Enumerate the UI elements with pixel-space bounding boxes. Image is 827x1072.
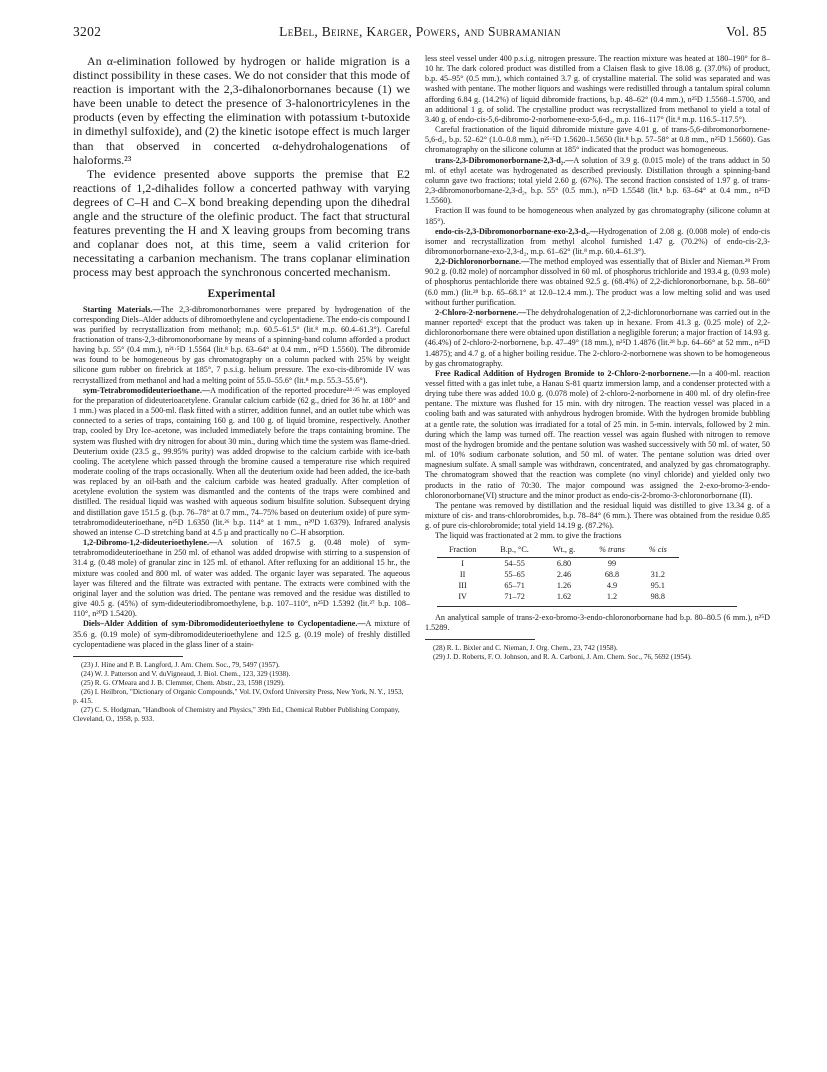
paragraph xyxy=(425,308,770,369)
table-cell: 1.2 xyxy=(606,591,618,601)
paragraph xyxy=(73,538,410,619)
column-header: B.p., °C. xyxy=(488,545,541,558)
run-in-heading: Diels–Alder Addition of sym-Dibromodideuterioethylene to Cyclopentadiene.— xyxy=(83,619,366,629)
column-header: Fraction xyxy=(437,545,488,558)
footnote: (29) J. D. Roberts, F. O. Johnson, and R. A. Carboni, J. Am. Chem. Soc., 76, 5692 (1954). xyxy=(433,652,692,661)
run-in-heading: endo-cis-2,3-Dibromonorbornane-exo-2,3-d₂.— xyxy=(435,226,599,236)
paragraph xyxy=(73,305,410,386)
table-cell: 99 xyxy=(607,558,617,568)
paragraph-text: A modification of the reported procedure²⁴·²⁵ was employed for the preparation of dideuterioacetylene. Granular calcium carbide (62 g., dried for 36 hr. at 180° and 1 mm.) was placed in a 500-ml. flask fitted with a stirrer, addition funnel, and an outlet tube which was connected to a series of traps, containing 160 g. and 100 g. of liquid bromine, respectively. Another trap, cooled by Dry Ice–acetone, was included immediately before the traps containing bromine. The system was flushed with dry nitrogen for about 30 min., during which time the system was flame-dried. Deuterium oxide (23.5 g., 99.95% purity) was added dropwise to the calcium carbide with ice-bath cooling. The acetylene which passed through the bromine caused a temperature rise which required moderate cooling of the traps occasionally. When all the deuterium oxide had been added, the ice-bath was replaced by an oil-bath and the calcium carbide was heated gradually. After completion of acetylene evolution the system was dismantled and the contents of the traps were combined and distilled. The residual liquid was washed with aqueous sodium bisulfite solution. Subsequent drying and distillation gave 151.5 g. (b.p. 76–78° at 0.7 mm., 74–75% based on deuterium oxide) of pure sym-tetrabromodideuterioethane, n²⁵D 1.6350 (lit.²⁶ b.p. 114° at 1 mm., n²⁰D 1.6379). Infrared analysis showed an intense C–D stretching band at 4.5 μ and practically no C–H absorption. xyxy=(73,385,410,537)
table-row xyxy=(437,580,679,591)
table-cell: II xyxy=(459,569,466,579)
run-in-heading: trans-2,3-Dibromonorbornane-2,3-d₂.— xyxy=(435,155,574,165)
run-in-heading: sym-Tetrabromodideuterioethane.— xyxy=(83,385,211,395)
paragraph-text: A mixture of 35.6 g. (0.19 mole) of sym-dibromodideuterioethylene and 12.5 g. (0.19 mole) of freshly distilled cyclopentadiene was placed in the glass liner of a stain- xyxy=(73,619,410,649)
footnote: (28) R. L. Bixler and C. Nieman, J. Org. Chem., 23, 742 (1958). xyxy=(433,643,618,652)
column-header: Wt., g. xyxy=(541,545,587,558)
column-header: % trans xyxy=(587,545,637,558)
fraction-table xyxy=(437,545,679,602)
section-title-experimental: Experimental xyxy=(207,287,276,300)
table-header-row xyxy=(437,545,679,558)
paragraph-text: The 2,3-dibromonorbornanes were prepared by hydrogenation of the corresponding Diels–Alder adducts of dibromoethylene and cyclopentadiene. The endo-cis compound I was purified by recrystallization from methanol; m.p. 60.5–61.5° (lit.⁸ m.p. 60.4–61.3°). Careful fractionation of trans-2,3-dibromonorbornane by means of a spinning-band column afforded a product having b.p. 55° (0.4 mm.), n²¹·⁵D 1.5564 (lit.⁸ b.p. 63–64° at 0.4 mm., n²⁵D 1.5560). The dibromide was found to be homogeneous by gas chromatography on a column packed with 25% by weight silicone gum rubber on firebrick at 185°, 7 p.s.i.g. helium pressure. The exo-cis-dibromide IV was recrystallized from methanol and had a melting point of 55.0–55.6° (lit.⁸ m.p. 55.3–55.6°). xyxy=(73,304,410,385)
paragraph xyxy=(425,206,770,226)
table-cell xyxy=(637,557,679,569)
table-cell: IV xyxy=(458,591,467,601)
lead-paragraph: An α-elimination followed by hydrogen or halide migration is a distinct possibility in these cases. We do not consider that this mode of reaction is important with the 2,3-dihalonorbornanes because (1) we have been unable to detect the presence of 3-halonortricylenes in the products (even by effecting the elimination with potassium t-butoxide in dimethyl sulfoxide), and (2) the kinetic isotope effect is much larger than that observed in concerted α-dehydrohalogenations of haloforms.²³ xyxy=(73,54,410,167)
table-bottom-rule xyxy=(437,606,737,607)
table-cell: 1.62 xyxy=(556,591,572,601)
paragraph-text: The liquid was fractionated at 2 mm. to give the fractions xyxy=(435,531,622,541)
paragraph xyxy=(425,501,770,531)
footnote: (24) W. J. Patterson and V. duVigneaud, J. Biol. Chem., 123, 329 (1938). xyxy=(81,669,291,678)
paragraph-text: In a 400-ml. reaction vessel fitted with a gas inlet tube, a Hanau S-81 quartz immersion lamp, and a condenser protected with a drying tube there was added 10.0 g. (0.078 mole) of 2-chloro-2-norbornene in 400 ml. of dry olefin-free pentane. The mixture was flushed for 15 min. with dry nitrogen. The reaction vessel was placed in a cooling bath and was saturated with anhydrous hydrogen bromide. With the hydrogen bromide bubbling at a gentle rate, the solution was irradiated for a total of 25 min. in 5-min. intervals, followed by 2 min. during which the lamp was turned off. The reaction vessel was again flushed with nitrogen to remove most of the hydrogen bromide and the pentane solution was washed successively with 50 ml. of water, 50 ml. of 10% sodium carbonate solution, and 50 ml. of water. The pentane solution was dried over magnesium sulfate. A small sample was withdrawn, concentrated, and analyzed by gas chromatography. The chromatogram showed that the reaction was complete (no vinyl chloride) and yielded only two products in the ratio of 70:30. The major compound was assigned the 2-exo-bromo-3-endo-chloronorbornane(VI) structure and the minor product as endo-cis-2-bromo-3-chloronorbornane (II). xyxy=(425,368,770,500)
discussion-conclusion xyxy=(73,54,410,280)
footnotes-left xyxy=(73,661,410,724)
left-column xyxy=(73,54,410,1060)
run-in-heading: Starting Materials.— xyxy=(83,304,161,314)
lead-paragraph: The evidence presented above supports the premise that E2 reactions of 1,2-dihalides follow a concerted pathway with varying degrees of C–H and C–X bond breaking depending upon the dihedral angle and the structure of the olefinic product. The fact that structural features preventing the H and X leaving groups from becoming trans and coplanar does not, at this time, seem a valid criterion for necessitating a carbanion mechanism. The trans coplanar elimination process may best approach the synchronous concerted mechanism. xyxy=(73,166,410,280)
paragraph xyxy=(425,369,770,501)
run-in-heading: 2,2-Dichloronorbornane.— xyxy=(435,257,530,267)
paragraph-text: The dehydrohalogenation of 2,2-dichloronorbornane was carried out in the manner reported⁶ except that the product was taken up in hexane. From 41.3 g. (0.25 mole) of 2,2-dichloronorbornane there were obtained upon distillation a negligible forerun; a major fraction of 14.93 g. (46.4%) of 2-chloro-2-norbornene, b.p. 47–49° (18 mm.), n²⁵D 1.4876 (lit.²⁸ b.p. 64–66° at 52 mm., n²⁵D 1.4875); and 4.7 g. of a higher boiling residue. The 2-chloro-2-norbornene was shown to be homogeneous by gas chromatography. xyxy=(425,307,770,368)
table-cell: 6.80 xyxy=(556,558,572,568)
table-cell: 54–55 xyxy=(504,558,525,568)
volume-number: Vol. 85 xyxy=(726,24,767,39)
paragraph xyxy=(425,54,770,125)
footnote-rule xyxy=(425,639,535,640)
run-in-heading: Free Radical Addition of Hydrogen Bromide to 2-Chloro-2-norbornene.— xyxy=(435,368,699,378)
table-cell: 68.8 xyxy=(604,569,620,579)
paragraph xyxy=(73,386,410,538)
table-cell: 98.8 xyxy=(650,591,665,601)
run-in-heading: 2-Chloro-2-norbornene.— xyxy=(435,307,527,317)
table-cell: 71–72 xyxy=(504,591,525,601)
table-row xyxy=(437,557,679,569)
paragraph-text: The method employed was essentially that of Bixler and Nieman.²⁸ From 90.2 g. (0.82 mole) of norcamphor dissolved in 60 ml. of phosphorus trichloride and 193.4 g. (0.93 mole) of phosphorus pentachloride there was obtained 92.5 g. (68.4%) of 2,2-dichloronorbornane, b.p. 58–60° (6.0 mm.) (lit.²⁸ b.p. 65–68.1° at 12.0–12.4 mm.). The product was a low melting solid and was used without further purification. xyxy=(425,257,770,307)
experimental-body-left xyxy=(73,305,410,650)
footnote-rule xyxy=(73,656,183,657)
footnote: (26) I. Heilbron, "Dictionary of Organic Compounds," Vol. IV, Oxford University Press, New York, N. Y., 1953, p. 415. xyxy=(73,687,404,705)
table-cell: I xyxy=(461,558,465,568)
paragraph xyxy=(425,257,770,308)
paragraph-text: A solution of 3.9 g. (0.015 mole) of the trans adduct in 50 ml. of ethyl acetate was hydrogenated as described previously. Distillation through a spinning-band column gave two fractions; total yield 2.60 g. (67%). The second fraction consisted of 1.97 g. of trans-2,3-dibromonorbornane-2,3-d₂, b.p. 55° (0.5 mm.), n²⁵D 1.5548 (lit.⁸ b.p. 63–64° at 0.4 mm., n²⁵D 1.5560). xyxy=(425,155,770,206)
paragraph xyxy=(425,531,770,541)
table-cell: 4.9 xyxy=(606,580,618,590)
paragraph xyxy=(425,227,770,257)
table-row xyxy=(437,591,679,602)
page-header xyxy=(73,24,767,44)
paragraph-text: A solution of 167.5 g. (0.48 mole) of sym-tetrabromodideuterioethane in 250 ml. of ethanol was added dropwise with stirring to a suspension of 31.4 g. (0.48 mole) of granular zinc in 125 ml. of ethanol. After refluxing for an additional 15 hr., the mixture was cooled and 800 ml. of water was added. The organic layer was separated. The aqueous layer was filtered and the filtrate was extracted with pentane. The extracts were combined with the original layer and the solution was dried. The pentane was removed and the residue was distilled to give 40.5 g. (45%) of sym-dideuteriodibromoethylene, b.p. 107–110°, n²⁵D 1.5392 (lit.²⁷ b.p. 108–110°, n²⁰D 1.5420). xyxy=(73,538,410,619)
run-in-heading: 1,2-Dibromo-1,2-dideuterioethylene.— xyxy=(83,538,218,548)
footnotes-right xyxy=(425,644,770,662)
table-cell: 1.26 xyxy=(556,580,572,590)
table-cell: 65–71 xyxy=(504,580,525,590)
paragraph: An analytical sample of trans-2-exo-bromo-3-endo-chloronorbornane had b.p. 80–80.5 (6 mm.), n²⁵D 1.5289. xyxy=(425,612,770,632)
running-title: LeBel, Beirne, Karger, Powers, and Subramanian xyxy=(279,24,561,39)
table-cell: 55–65 xyxy=(504,569,525,579)
table-cell: 31.2 xyxy=(650,569,665,579)
column-header: % cis xyxy=(637,545,679,558)
experimental-body-right xyxy=(425,54,770,542)
table-cell: III xyxy=(458,580,467,590)
after-table-text xyxy=(425,613,770,633)
paragraph xyxy=(425,156,770,207)
paragraph-text: The pentane was removed by distillation and the residual liquid was distilled to give 13.34 g. of a mixture of cis- and trans-chlorobromides, b.p. 78–84° (6 mm.). There was obtained from the residue 0.85 g. of pure cis-chlorobromide; total yield 14.19 g. (87.2%). xyxy=(425,500,770,531)
table-cell: 2.46 xyxy=(556,569,572,579)
paragraph-text: Hydrogenation of 2.08 g. (0.008 mole) of endo-cis isomer and recrystallization from methyl alcohol furnished 1.47 g. (70.2%) of endo-cis-2,3-dibromonorbornane-exo-2,3-d₂, m.p. 61–62° (lit.⁸ m.p. 60.4–61.3°). xyxy=(425,226,770,256)
paragraph-text: less steel vessel under 400 p.s.i.g. nitrogen pressure. The reaction mixture was heated at 180–190° for 8–10 hr. The dark colored product was distilled from a Claisen flask to give 18.08 g. (37.0%) of product, b.p. 45–95° (0.5 mm.), which contained 3.7 g. of crystalline material. The solid was separated and was washed with pentane. The mother liquors and washings were redistilled through a tantalum spiral column affording 6.84 g. (14.2%) of liquid dibromide fractions, b.p. 48–62° (0.4 mm.), n²⁵D 1.5568–1.5700, and an additional 1 g. of solid. The crystalline product was recrystallized from methanol to yield a total of 3.40 g. of endo-cis-5,6-dibromo-2-norbornene-exo-5,6-d₂, m.p. 116–117° (lit.⁸ m.p. 116.5–117.5°). xyxy=(425,54,770,124)
footnote: (25) R. G. O'Meara and J. B. Clemmer, Chem. Abstr., 23, 1598 (1929). xyxy=(81,678,285,687)
footnote: (27) C. S. Hodgman, "Handbook of Chemistry and Physics," 39th Ed., Chemical Rubber Publishing Company, Cleveland, O., 1958, p. 933. xyxy=(73,705,400,723)
paragraph xyxy=(425,125,770,155)
page-number: 3202 xyxy=(73,24,102,39)
footnote: (23) J. Hine and P. B. Langford, J. Am. Chem. Soc., 79, 5497 (1957). xyxy=(81,660,280,669)
paragraph-text: Careful fractionation of the liquid dibromide mixture gave 4.01 g. of trans-5,6-dibromonorbornene-5,6-d₂, b.p. 52–62° (1.0–0.8 mm.), n²⁵·⁵D 1.5620–1.5650 (lit.⁸ b.p. 57–58° at 0.8 mm., n²⁵D 1.5660). Gas chromatography on the silicone column at 185° indicated that the product was homogeneous. xyxy=(425,125,770,155)
table-row xyxy=(437,569,679,580)
right-column xyxy=(425,54,770,1060)
paragraph xyxy=(73,619,410,649)
table-cell: 95.1 xyxy=(650,580,665,590)
paragraph-text: Fraction II was found to be homogeneous when analyzed by gas chromatography (silicone column at 185°). xyxy=(425,206,770,226)
